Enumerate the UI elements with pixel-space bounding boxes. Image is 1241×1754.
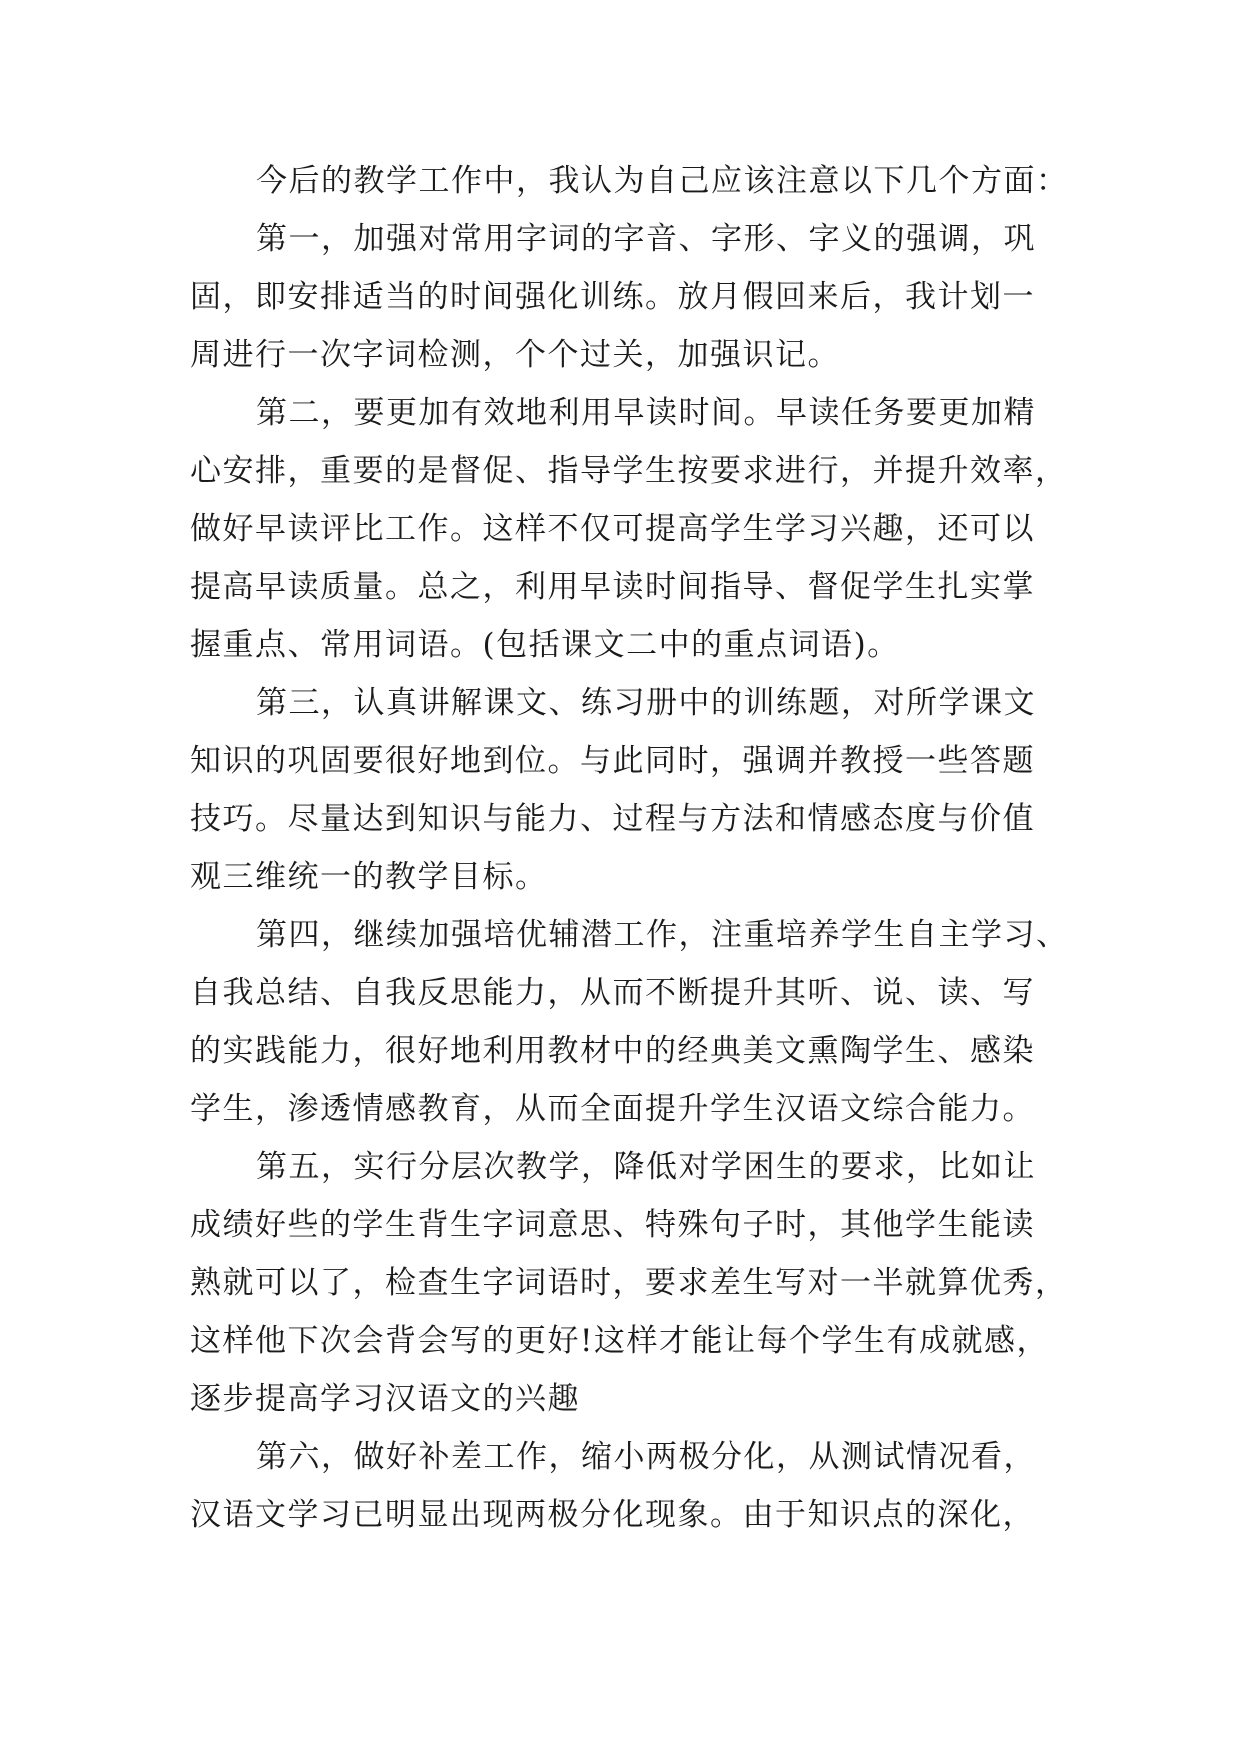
text-line: 自我总结、自我反思能力，从而不断提升其听、说、读、写: [190, 975, 1035, 1011]
text-line: 成绩好些的学生背生字词意思、特殊句子时，其他学生能读: [190, 1207, 1035, 1243]
text-line: 第二，要更加有效地利用早读时间。早读任务要更加精: [256, 395, 1036, 431]
text-line: 心安排，重要的是督促、指导学生按要求进行，并提升效率，: [190, 453, 1068, 489]
text-line: 今后的教学工作中，我认为自己应该注意以下几个方面：: [256, 163, 1069, 199]
text-line: 第一，加强对常用字词的字音、字形、字义的强调，巩: [256, 221, 1036, 257]
text-line: 第三，认真讲解课文、练习册中的训练题，对所学课文: [256, 685, 1036, 721]
text-line: 第四，继续加强培优辅潜工作，注重培养学生自主学习、: [256, 917, 1069, 953]
text-line: 观三维统一的教学目标。: [190, 859, 548, 895]
text-line: 第五，实行分层次教学，降低对学困生的要求，比如让: [256, 1149, 1036, 1185]
text-line: 提高早读质量。总之，利用早读时间指导、督促学生扎实掌: [190, 569, 1035, 605]
text-line: 汉语文学习已明显出现两极分化现象。由于知识点的深化，: [190, 1497, 1035, 1533]
text-line: 知识的巩固要很好地到位。与此同时，强调并教授一些答题: [190, 743, 1035, 779]
text-line: 这样他下次会背会写的更好!这样才能让每个学生有成就感，: [190, 1323, 1049, 1359]
text-line: 熟就可以了，检查生字词语时，要求差生写对一半就算优秀，: [190, 1265, 1068, 1301]
text-line: 逐步提高学习汉语文的兴趣: [190, 1381, 580, 1417]
document-body: [190, 152, 1070, 1544]
text-line: 周进行一次字词检测，个个过关，加强识记。: [190, 337, 840, 373]
text-line: 第六，做好补差工作，缩小两极分化，从测试情况看，: [256, 1439, 1036, 1475]
text-line: 学生，渗透情感教育，从而全面提升学生汉语文综合能力。: [190, 1091, 1035, 1127]
text-line: 的实践能力，很好地利用教材中的经典美文熏陶学生、感染: [190, 1033, 1035, 1069]
text-line: 握重点、常用词语。(包括课文二中的重点词语)。: [190, 627, 900, 663]
text-line: 做好早读评比工作。这样不仅可提高学生学习兴趣，还可以: [190, 511, 1035, 547]
text-line: 固，即安排适当的时间强化训练。放月假回来后，我计划一: [190, 279, 1035, 315]
text-line: 技巧。尽量达到知识与能力、过程与方法和情感态度与价值: [190, 801, 1035, 837]
